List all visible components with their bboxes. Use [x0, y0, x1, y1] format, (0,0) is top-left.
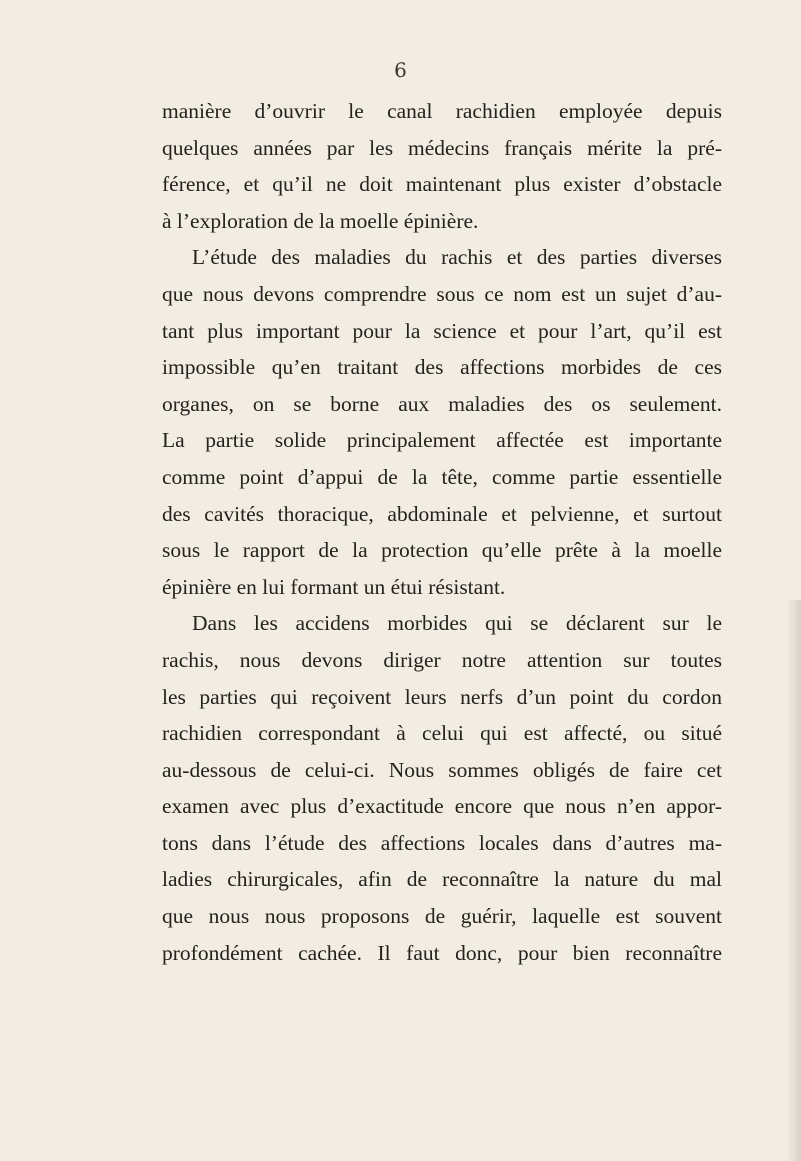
text-line: manière d’ouvrir le canal rachidien employée depuis: [162, 99, 722, 123]
text-line: rachis, nous devons diriger notre attention sur toutes: [162, 647, 722, 672]
text-line: comme point d’appui de la tête, comme partie essentielle: [162, 464, 722, 489]
text-line: épinière en lui formant un étui résistant.: [162, 574, 506, 599]
text-line: des cavités thoracique, abdominale et pelvienne, et surtout: [162, 501, 722, 526]
text-line: que nous nous proposons de guérir, laquelle est souvent: [162, 904, 722, 929]
text-line: profondément cachée. Il faut donc, pour bien reconnaître: [162, 940, 722, 965]
text-line: au-dessous de celui-ci. Nous sommes obligés de faire cet: [162, 757, 722, 782]
text-line: tons dans l’étude des affections locales dans d’autres ma-: [162, 830, 722, 855]
text-line: que nous devons comprendre sous ce nom est un sujet d’au-: [162, 281, 722, 306]
text-line: examen avec plus d’exactitude encore que nous n’en appor-: [162, 794, 722, 819]
page-number: 6: [394, 58, 407, 82]
paragraph-start-line: Dans les accidens morbides qui se déclarent sur le: [192, 611, 722, 636]
text-line: les parties qui reçoivent leurs nerfs d’un point du cordon: [162, 684, 722, 709]
text-line: La partie solide principalement affectée est importante: [162, 428, 722, 453]
text-line: rachidien correspondant à celui qui est affecté, ou situé: [162, 721, 722, 746]
text-line: organes, on se borne aux maladies des os seulement.: [162, 391, 722, 416]
text-line: impossible qu’en traitant des affections morbides de ces: [162, 355, 722, 380]
text-line: sous le rapport de la protection qu’elle prête à la moelle: [162, 538, 722, 563]
text-line: à l’exploration de la moelle épinière.: [162, 208, 479, 233]
paragraph-start-line: L’étude des maladies du rachis et des parties diverses: [192, 245, 722, 270]
text-line: ladies chirurgicales, afin de reconnaître la nature du mal: [162, 867, 722, 892]
text-line: férence, et qu’il ne doit maintenant plus exister d’obstacle: [162, 172, 722, 197]
page-edge-shadow: [787, 600, 801, 1161]
text-line: quelques années par les médecins français mérite la pré-: [162, 135, 722, 160]
body-text: [162, 93, 722, 971]
text-line: tant plus important pour la science et pour l’art, qu’il est: [162, 318, 722, 343]
